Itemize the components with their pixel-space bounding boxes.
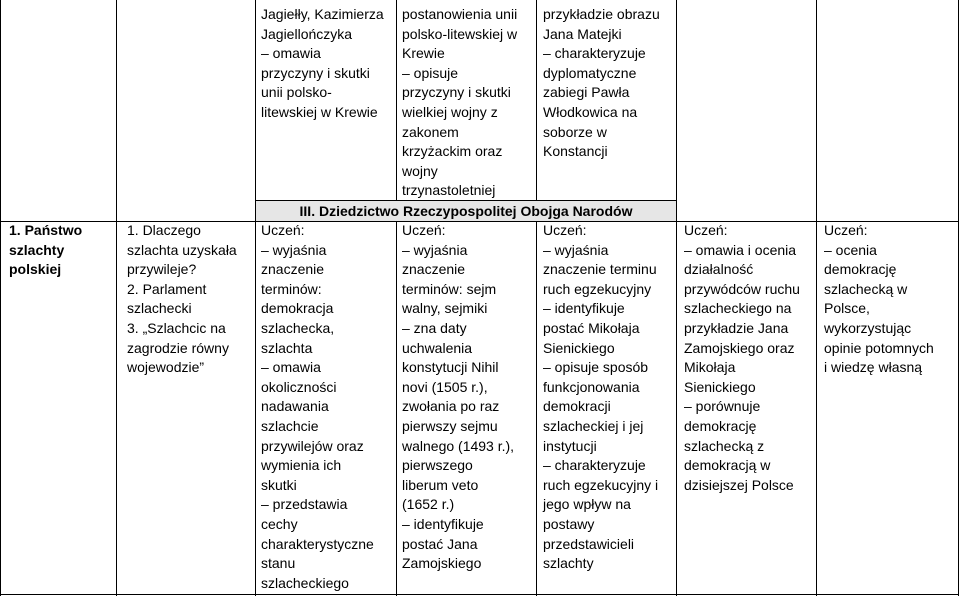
cell-continuation-col4 <box>402 5 517 201</box>
section-header: III. Dziedzictwo Rzeczypospolitej Obojga Narodów <box>256 201 676 221</box>
cell-text-line: – identyfikuje <box>402 515 484 532</box>
cell-text-line: 1. Państwo <box>9 222 83 238</box>
cell-text-line: terminów: sejm <box>402 280 497 297</box>
cell-text-line: zakonem <box>402 123 459 140</box>
cell-text-line: Zamojskiego <box>402 555 482 572</box>
cell-text-line: Uczeń: <box>402 222 446 238</box>
cell-text-line: nadawania <box>261 398 329 415</box>
cell-text-line: Sienickiego <box>543 339 615 356</box>
cell-text-line: przyczyny i skutki <box>261 64 370 81</box>
cell-text-line: – porównuje <box>684 398 761 415</box>
cell-text-line: ruch egzekucyjny i <box>543 476 659 493</box>
column-divider <box>676 0 677 596</box>
cell-text-line: szlachcie <box>261 417 319 434</box>
cell-text-line: wojny <box>402 162 438 179</box>
cell-text-line: walnego (1493 r.), <box>402 437 515 454</box>
cell-text-line: konstytucji Nihil <box>402 359 499 376</box>
cell-text-line: liberum veto <box>402 476 479 493</box>
cell-text-line: szlachecką w <box>824 280 908 297</box>
column-divider <box>396 0 397 596</box>
cell-text-line: dzisiejszej Polsce <box>684 476 794 493</box>
cell-text-line: Konstancji <box>543 143 608 160</box>
cell-text-line: przedstawicieli <box>543 535 635 552</box>
table-border <box>0 594 959 595</box>
cell-text-line: szlachecki <box>127 300 192 317</box>
cell-text-line: polskiej <box>9 261 62 278</box>
cell-continuation-col3 <box>261 5 384 123</box>
cell-text-line: okoliczności <box>261 378 337 395</box>
cell-text-line: polsko-litewskiej w <box>402 25 518 42</box>
cell-text-line: Uczeń: <box>543 222 587 238</box>
cell-text-line: przykładzie obrazu <box>543 6 660 22</box>
cell-text-line: przywilejów oraz <box>261 437 364 454</box>
cell-text-line: – wyjaśnia <box>543 241 609 258</box>
cell-text-line: Włodkowica na <box>543 103 638 120</box>
cell-text-line: (1652 r.) <box>402 496 455 513</box>
cell-text-line: Polsce, <box>824 300 870 317</box>
cell-requirements-level-3 <box>543 221 658 574</box>
cell-text-line: Krewie <box>402 45 445 62</box>
cell-text-line: skutki <box>261 476 297 493</box>
cell-text-line: szlachecką z <box>684 437 765 454</box>
cell-text-line: – ocenia <box>824 241 877 258</box>
cell-text-line: zabiegi Pawła <box>543 84 630 101</box>
cell-text-line: 2. Parlament <box>127 280 207 297</box>
cell-text-line: demokracją w <box>684 457 771 474</box>
cell-text-line: wykorzystując <box>824 319 912 336</box>
cell-text-line: Jagiełły, Kazimierza <box>261 6 384 22</box>
cell-text-line: Uczeń: <box>261 222 305 238</box>
cell-text-line: znaczenie <box>261 261 325 278</box>
cell-text-line: instytucji <box>543 437 597 454</box>
cell-requirements-level-2 <box>402 221 514 574</box>
cell-text-line: Zamojskiego oraz <box>684 339 795 356</box>
cell-text-line: uchwalenia <box>402 339 473 356</box>
cell-text-line: – wyjaśnia <box>261 241 327 258</box>
cell-text-line: szlacheckiej i jej <box>543 417 644 434</box>
cell-text-line: – omawia <box>261 45 321 62</box>
cell-text-line: stanu <box>261 555 296 572</box>
cell-text-line: – wyjaśnia <box>402 241 468 258</box>
column-divider <box>255 0 256 596</box>
cell-topic <box>9 221 82 280</box>
cell-text-line: szlachta uzyskała <box>127 241 237 258</box>
cell-text-line: Uczeń: <box>824 222 868 238</box>
cell-text-line: postawy <box>543 515 595 532</box>
cell-text-line: novi (1505 r.), <box>402 378 488 395</box>
cell-text-line: charakterystyczne <box>261 535 374 552</box>
cell-text-line: – opisuje <box>402 64 459 81</box>
cell-text-line: soborze w <box>543 123 607 140</box>
cell-text-line: – opisuje sposób <box>543 359 649 376</box>
cell-text-line: szlacheckiego <box>261 574 349 591</box>
cell-text-line: demokrację <box>684 417 757 434</box>
column-divider <box>536 0 537 596</box>
cell-text-line: krzyżackim oraz <box>402 143 503 160</box>
cell-text-line: przywódców ruchu <box>684 280 800 297</box>
table-border <box>0 0 1 596</box>
cell-requirements-level-1 <box>261 221 374 593</box>
cell-text-line: przywileje? <box>127 261 197 278</box>
cell-text-line: – charakteryzuje <box>543 45 646 62</box>
cell-text-line: Sienickiego <box>684 378 756 395</box>
cell-text-line: unii polsko- <box>261 84 332 101</box>
cell-text-line: postać Jana <box>402 535 478 552</box>
cell-text-line: walny, sejmiki <box>402 300 488 317</box>
cell-text-line: ruch egzekucyjny <box>543 280 652 297</box>
cell-text-line: przyczyny i skutki <box>402 84 511 101</box>
cell-text-line: pierwszego <box>402 457 473 474</box>
cell-lessons <box>127 221 237 378</box>
cell-text-line: działalność <box>684 261 754 278</box>
cell-text-line: Mikołaja <box>684 359 736 376</box>
cell-text-line: wielkiej wojny z <box>402 103 498 120</box>
cell-text-line: szlachta <box>261 339 313 356</box>
cell-text-line: 1. Dlaczego <box>127 222 201 238</box>
column-divider <box>816 0 817 596</box>
cell-text-line: opinie potomnych <box>824 339 934 356</box>
cell-text-line: demokracja <box>261 300 334 317</box>
cell-text-line: postanowienia unii <box>402 6 518 22</box>
cell-requirements-level-5 <box>824 221 934 378</box>
cell-text-line: znaczenie <box>402 261 466 278</box>
cell-text-line: przykładzie Jana <box>684 319 789 336</box>
cell-text-line: 3. „Szlachcic na <box>127 319 226 336</box>
cell-text-line: szlachty <box>543 555 594 572</box>
cell-text-line: zagrodzie równy <box>127 339 229 356</box>
cell-text-line: postać Mikołaja <box>543 319 640 336</box>
cell-text-line: – przedstawia <box>261 496 348 513</box>
cell-text-line: litewskiej w Krewie <box>261 103 378 120</box>
cell-text-line: – charakteryzuje <box>543 457 646 474</box>
cell-text-line: – omawia <box>261 359 321 376</box>
cell-text-line: pierwszy sejmu <box>402 417 498 434</box>
cell-text-line: Jana Matejki <box>543 25 622 42</box>
cell-text-line: szlachty <box>9 241 65 258</box>
cell-text-line: – zna daty <box>402 319 467 336</box>
cell-text-line: zwołania po raz <box>402 398 500 415</box>
cell-text-line: funkcjonowania <box>543 378 640 395</box>
table-border <box>958 0 959 596</box>
cell-text-line: dyplomatyczne <box>543 64 637 81</box>
cell-text-line: i wiedzę własną <box>824 359 923 376</box>
cell-text-line: cechy <box>261 515 298 532</box>
cell-text-line: demokrację <box>824 261 897 278</box>
cell-text-line: szlacheckiego na <box>684 300 792 317</box>
cell-text-line: wojewodzie” <box>127 359 205 376</box>
cell-requirements-level-4 <box>684 221 800 495</box>
cell-text-line: szlachecka, <box>261 319 335 336</box>
cell-continuation-col5 <box>543 5 660 162</box>
cell-text-line: Uczeń: <box>684 222 728 238</box>
cell-text-line: znaczenie terminu <box>543 261 657 278</box>
cell-text-line: terminów: <box>261 280 322 297</box>
cell-text-line: demokracji <box>543 398 611 415</box>
cell-text-line: wymienia ich <box>261 457 342 474</box>
cell-text-line: Jagiellończyka <box>261 25 353 42</box>
cell-text-line: trzynastoletniej <box>402 182 496 199</box>
cell-text-line: – identyfikuje <box>543 300 625 317</box>
column-divider <box>116 0 117 596</box>
cell-text-line: – omawia i ocenia <box>684 241 797 258</box>
cell-text-line: jego wpływ na <box>543 496 631 513</box>
